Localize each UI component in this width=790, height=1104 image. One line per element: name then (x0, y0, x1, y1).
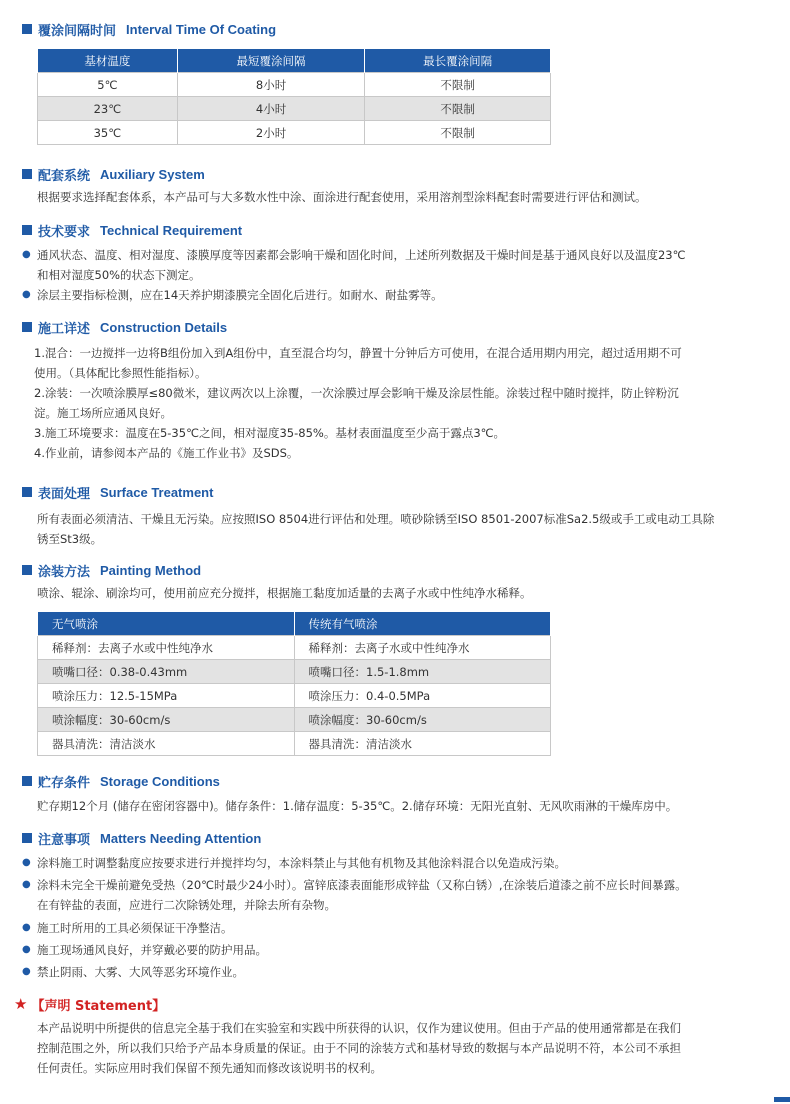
table-header-cell: 传统有气喷涂 (294, 612, 551, 636)
bullet-dot-icon: ● (22, 289, 31, 300)
section-title-cn: 技术要求 (38, 224, 91, 240)
section-title-en: Painting Method (100, 562, 202, 578)
table-cell: 喷涂幅度：30-60cm/s (294, 708, 551, 732)
section-painting-title (22, 561, 201, 579)
square-bullet-icon (22, 24, 32, 34)
section-title-en: Storage Conditions (100, 773, 220, 789)
table-header-row (38, 49, 551, 73)
section-title-en: Matters Needing Attention (100, 830, 262, 846)
table-header-cell: 基材温度 (38, 49, 178, 73)
section-statement-title (14, 995, 165, 1013)
list-item-line: 施工现场通风良好，并穿戴必要的防护用品。 (37, 943, 267, 957)
table-row (38, 708, 551, 732)
list-item (22, 853, 767, 873)
section-attention-title (22, 829, 261, 847)
text-line: 控制范围之外，所以我们只给予产品本身质量的保证。由于不同的涂装方式和基材导致的数据与本产品说明不符，本公司不承担 (37, 1041, 681, 1055)
table-header-cell: 最长覆涂间隔 (365, 49, 551, 73)
table-cell: 喷涂压力：0.4-0.5MPa (294, 684, 551, 708)
square-bullet-icon (22, 322, 32, 332)
list-item (22, 962, 767, 982)
text-line: 使用。（具体配比参照性能指标）。 (34, 366, 207, 380)
section-title-cn: 覆涂间隔时间 (38, 23, 117, 39)
table-cell: 23℃ (38, 97, 178, 121)
section-interval-title (22, 20, 276, 38)
text-line: 2.涂装：一次喷涂膜厚≤80微米，建议两次以上涂覆，一次涂膜过厚会影响干燥及涂层性能。涂装过程中随时搅拌，防止锌粉沉 (34, 386, 679, 400)
text-line: 3.施工环境要求：温度在5-35℃之间，相对湿度35-85%。基材表面温度至少高于露点3℃。 (34, 426, 506, 440)
table-cell: 稀释剂：去离子水或中性纯净水 (38, 636, 295, 660)
table-row (38, 732, 551, 756)
section-title-cn: 涂装方法 (38, 564, 91, 580)
surface-text (37, 509, 767, 549)
table-header-row (38, 612, 551, 636)
table-row (38, 73, 551, 97)
star-icon: ★ (14, 995, 28, 1013)
list-item-line: 施工时所用的工具必须保证干净整洁。 (37, 921, 233, 935)
section-title-cn: 配套系统 (38, 168, 91, 184)
section-technical-title (22, 221, 242, 239)
list-item (22, 245, 767, 285)
list-item (22, 918, 767, 938)
table-row (38, 97, 551, 121)
table-cell: 喷涂幅度：30-60cm/s (38, 708, 295, 732)
text-line: 任何责任。实际应用时我们保留不预先通知而修改该说明书的权利。 (37, 1061, 382, 1075)
bullet-dot-icon: ● (22, 944, 31, 955)
square-bullet-icon (22, 225, 32, 235)
construction-text (34, 343, 764, 463)
table-cell: 稀释剂：去离子水或中性纯净水 (294, 636, 551, 660)
table-cell: 喷嘴口径：1.5-1.8mm (294, 660, 551, 684)
bullet-dot-icon: ● (22, 879, 31, 890)
table-cell: 喷嘴口径：0.38-0.43mm (38, 660, 295, 684)
statement-label: 【声明 Statement】 (31, 998, 166, 1014)
text-line: 4.作业前，请参阅本产品的《施工作业书》及SDS。 (34, 446, 299, 460)
table-cell: 35℃ (38, 121, 178, 145)
list-item-line: 通风状态、温度、相对湿度、漆膜厚度等因素都会影响干燥和固化时间，上述所列数据及干燥时间是基于通风良好以及温度23℃ (37, 248, 686, 262)
table-row (38, 636, 551, 660)
section-title-en: Construction Details (100, 319, 228, 335)
section-surface-title (22, 483, 213, 501)
table-cell: 4小时 (177, 97, 365, 121)
table-row (38, 684, 551, 708)
text-line: 1.混合：一边搅拌一边将B组份加入到A组份中，直至混合均匀，静置十分钟后方可使用，在混合适用期内用完，超过适用期不可 (34, 346, 682, 360)
table-cell: 喷涂压力：12.5-15MPa (38, 684, 295, 708)
painting-table (37, 611, 551, 756)
square-bullet-icon (22, 169, 32, 179)
section-storage-title (22, 772, 220, 790)
list-item (22, 285, 767, 305)
table-header-cell: 无气喷涂 (38, 612, 295, 636)
square-bullet-icon (22, 833, 32, 843)
list-item (22, 875, 767, 915)
bullet-dot-icon: ● (22, 922, 31, 933)
statement-text (37, 1018, 767, 1078)
painting-text: 喷涂、辊涂、刷涂均可，使用前应充分搅拌，根据施工黏度加适量的去离子水或中性纯净水稀释。 (37, 586, 532, 600)
table-cell: 2小时 (177, 121, 365, 145)
section-title-cn: 注意事项 (38, 832, 91, 848)
table-cell: 不限制 (365, 121, 551, 145)
table-cell: 器具清洗：清洁淡水 (38, 732, 295, 756)
list-item-line: 涂料未完全干燥前避免受热（20℃时最少24小时）。富锌底漆表面能形成锌盐（又称白锈）,在涂装后道漆之前不应长时间暴露。 (37, 878, 687, 892)
bullet-dot-icon: ● (22, 857, 31, 868)
bullet-dot-icon: ● (22, 249, 31, 260)
table-row (38, 660, 551, 684)
section-title-en: Auxiliary System (100, 166, 205, 182)
section-construction-title (22, 318, 227, 336)
text-line: 所有表面必须清洁、干燥且无污染。应按照ISO 8504进行评估和处理。喷砂除锈至ISO 8501-2007标准Sa2.5级或手工或电动工具除 (37, 512, 715, 526)
table-cell: 器具清洗：清洁淡水 (294, 732, 551, 756)
table-cell: 8小时 (177, 73, 365, 97)
auxiliary-text: 根据要求选择配套体系，本产品可与大多数水性中涂、面涂进行配套使用，采用溶剂型涂料配套时需要进行评估和测试。 (37, 190, 647, 204)
table-row (38, 121, 551, 145)
list-item-line: 涂料施工时调整黏度应按要求进行并搅拌均匀，本涂料禁止与其他有机物及其他涂料混合以免造成污染。 (37, 856, 566, 870)
list-item-line: 禁止阴雨、大雾、大风等恶劣环境作业。 (37, 965, 244, 979)
section-title-en: Surface Treatment (100, 484, 214, 500)
section-auxiliary-title (22, 165, 205, 183)
table-header-cell: 最短覆涂间隔 (177, 49, 365, 73)
square-bullet-icon (22, 565, 32, 575)
list-item-line: 涂层主要指标检测，应在14天养护期漆膜完全固化后进行。如耐水、耐盐雾等。 (37, 288, 443, 302)
section-title-en: Interval Time Of Coating (126, 21, 277, 37)
list-item-line: 和相对湿度50%的状态下测定。 (37, 268, 201, 282)
table-cell: 不限制 (365, 97, 551, 121)
bullet-dot-icon: ● (22, 966, 31, 977)
text-line: 本产品说明中所提供的信息完全基于我们在实验室和实践中所获得的认识，仅作为建议使用。但由于产品的使用通常都是在我们 (37, 1021, 681, 1035)
storage-text: 贮存期12个月 (储存在密闭容器中)。储存条件：1.储存温度：5-35℃。2.储存环境：无阳光直射、无风吹雨淋的干燥库房中。 (37, 799, 678, 813)
square-bullet-icon (22, 487, 32, 497)
interval-table (37, 48, 551, 145)
square-bullet-icon (22, 776, 32, 786)
page-corner-mark (774, 1097, 790, 1102)
section-title-cn: 施工详述 (38, 321, 91, 337)
section-title-cn: 表面处理 (38, 486, 91, 502)
text-line: 淀。施工场所应通风良好。 (34, 406, 172, 420)
table-cell: 不限制 (365, 73, 551, 97)
section-title-cn: 贮存条件 (38, 775, 91, 791)
list-item-line: 在有锌盐的表面，应进行二次除锈处理，并除去所有杂物。 (37, 898, 336, 912)
list-item (22, 940, 767, 960)
table-cell: 5℃ (38, 73, 178, 97)
text-line: 锈至St3级。 (37, 532, 103, 546)
section-title-en: Technical Requirement (100, 222, 243, 238)
